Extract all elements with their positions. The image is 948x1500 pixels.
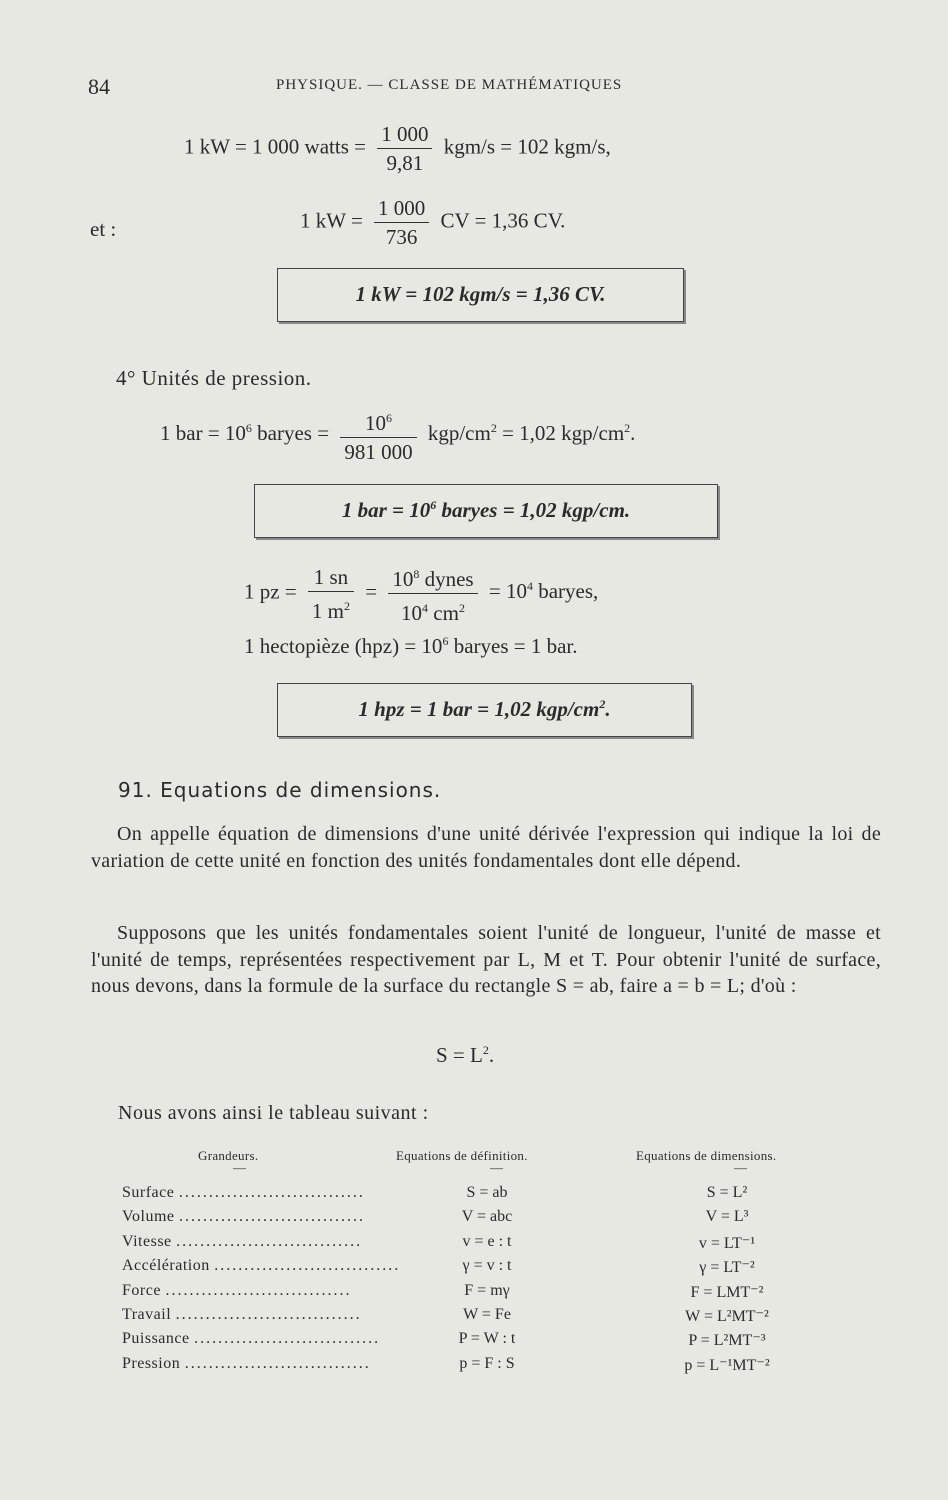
quantity-name: [122, 1354, 371, 1373]
quantity-name: [122, 1232, 363, 1251]
equation-label-et: et :: [90, 217, 117, 241]
table-intro: Nous avons ainsi le tableau suivant :: [118, 1102, 429, 1124]
table-row: [122, 1282, 862, 1306]
dot-leader: ...............................: [194, 1330, 381, 1348]
table-row: [122, 1184, 862, 1208]
dot-leader: ...............................: [178, 1208, 365, 1226]
quantity-label: Accélération: [122, 1257, 215, 1275]
table-header-dimensions: Equations de dimensions.: [636, 1148, 777, 1163]
fraction: $\frac{1 000}{9,81}$: [377, 120, 432, 177]
header-dash: —: [490, 1160, 503, 1175]
definition-equation: γ = v : t: [462, 1257, 512, 1275]
fraction: $\frac{1 sn}{1 m^2}$: [308, 563, 354, 625]
dot-leader: ...............................: [175, 1306, 362, 1323]
boxed-result-bar: 1 bar = $10^6$ baryes = 1,02 kgp/cm.: [254, 484, 718, 538]
equation-hectopieze: 1 hectopièze $(hpz) = 10^6$ baryes = 1 bar.: [244, 634, 578, 658]
table-row: [122, 1306, 862, 1330]
fraction: $\frac{1 000}{736}$: [374, 194, 429, 251]
section-title: 91. Equations de dimensions.: [118, 778, 442, 802]
subsection-title: 4° Unités de pression.: [116, 366, 312, 390]
table-row: [122, 1330, 862, 1354]
header-dash: —: [233, 1160, 246, 1175]
dimension-equation: W = L²MT⁻²: [685, 1308, 769, 1325]
fraction: $\frac{10^8 dynes}{10^4 cm^2}$: [388, 560, 477, 627]
table-header-quantities: Grandeurs.: [198, 1148, 259, 1163]
dimension-equation: P = L²MT⁻³: [688, 1332, 766, 1350]
table-header-definitions: Equations de définition.: [396, 1148, 528, 1163]
boxed-result-power: 1 kW = 102 kgm/s = 1,36 CV.: [277, 268, 684, 322]
page-number: 84: [88, 74, 110, 99]
quantity-name: [122, 1330, 381, 1348]
paragraph-definition: On appelle équation de dimensions d'une unité dérivée l'expression qui indique la loi de variation de cette unité en fonction des unités fondamentales dont elle dépend.: [91, 823, 881, 872]
dot-leader: ...............................: [214, 1257, 401, 1275]
boxed-result-hpz: 1 hpz = 1 bar = 1,02 kgp/$cm^2$.: [277, 683, 692, 737]
quantity-label: Vitesse: [122, 1232, 177, 1250]
quantity-name: [122, 1184, 365, 1202]
dot-leader: ...............................: [165, 1281, 352, 1299]
equation-surface: $S = L^2$.: [436, 1043, 495, 1067]
equation-bar: 1 bar = $10^6$ baryes = $\frac{10^6}{981 000}$ kgp/$cm^2 = 1,02$ kgp/$cm^2$.: [160, 404, 635, 466]
dimension-equation: S = L²: [706, 1184, 748, 1201]
quantity-name: [122, 1257, 401, 1275]
quantity-label: Force: [122, 1281, 166, 1299]
dimension-equation: v = LT⁻¹: [698, 1234, 756, 1252]
quantity-label: Pression: [122, 1354, 185, 1372]
definition-equation: W = Fe: [463, 1306, 511, 1323]
definition-equation: S = ab: [466, 1184, 508, 1201]
equation-kw-cv: 1 kW = $\frac{1 000}{736}$ CV = 1,36 CV.: [300, 196, 566, 249]
dot-leader: ...............................: [176, 1232, 363, 1250]
equation-pieze: 1 pz = $\frac{1 sn}{1 m^2}$ = $\frac{10^8 dynes}{10^4 cm^2}$ = $10^4$ baryes,: [244, 560, 598, 627]
definition-equation: F = mγ: [464, 1281, 510, 1299]
running-head: PHYSIQUE. — CLASSE DE MATHÉMATIQUES: [276, 77, 623, 93]
quantity-name: [122, 1208, 365, 1226]
quantity-label: Puissance: [122, 1330, 195, 1348]
definition-equation: P = W : t: [458, 1330, 516, 1348]
header-dash: —: [734, 1160, 747, 1175]
dot-leader: ...............................: [178, 1184, 365, 1201]
equation-kw-kgm: 1 kW = 1 000 watts = $\frac{1 000}{9,81}$ kgm/s = 102 kgm/s,: [184, 122, 611, 175]
fraction: $\frac{10^6}{981 000}$: [340, 404, 416, 466]
paragraph-example: Supposons que les unités fondamentales soient l'unité de longueur, l'unité de masse et l'unité de temps, représentées respectivement par L, M et T. Pour obtenir l'unité de surface, nous devons, dans la formule de la surface du rectangle S = ab, faire a = b = L; d'où :: [91, 922, 881, 997]
table-row: [122, 1257, 862, 1281]
quantity-name: [122, 1306, 362, 1324]
quantity-name: [122, 1282, 354, 1300]
dimension-equation: γ = LT⁻²: [699, 1259, 755, 1277]
table-row: [122, 1355, 862, 1379]
dimension-equation: p = L⁻¹MT⁻²: [684, 1356, 770, 1374]
quantity-label: Volume: [122, 1208, 179, 1226]
definition-equation: v = e : t: [462, 1232, 512, 1250]
definition-equation: V = abc: [461, 1208, 513, 1226]
definition-equation: p = F : S: [459, 1354, 515, 1372]
dot-leader: ...............................: [184, 1354, 371, 1372]
quantity-label: Travail: [122, 1306, 176, 1323]
table-row: [122, 1233, 862, 1257]
quantity-label: Surface: [122, 1184, 179, 1201]
dimension-equation: F = LMT⁻²: [690, 1283, 764, 1301]
table-row: [122, 1208, 862, 1232]
dimension-equation: V = L³: [705, 1208, 749, 1226]
